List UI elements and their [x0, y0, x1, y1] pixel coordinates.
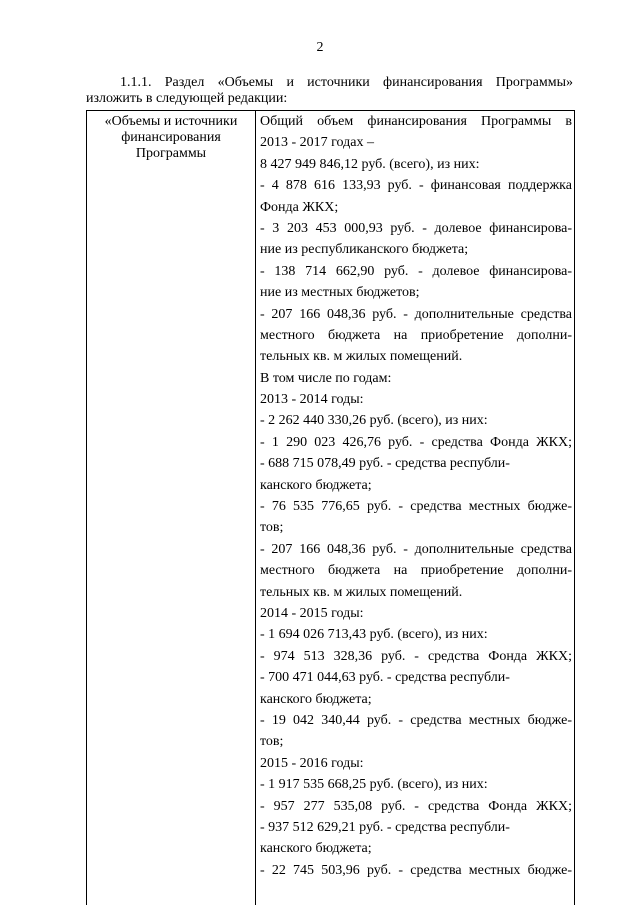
intro-line-1: 1.1.1. Раздел «Объемы и источники финансирования Программы»: [120, 75, 573, 90]
table-text-line: В том числе по годам:: [260, 370, 392, 386]
table-text-line: - 937 512 629,21 руб. - средства республи-: [260, 819, 510, 835]
table-text-line: - 138 714 662,90 руб. - долевое финансирова-: [260, 263, 572, 279]
table-text-line: Фонда ЖКХ;: [260, 199, 339, 215]
left-cell-line: Программы: [135, 146, 207, 161]
table-text-line: ние из республиканского бюджета;: [260, 242, 469, 258]
table-text-line: канского бюджета;: [260, 841, 372, 857]
table-text-line: - 207 166 048,36 руб. - дополнительные средства: [260, 541, 572, 557]
table-text-line: - 957 277 535,08 руб. - средства Фонда ЖКХ;: [260, 798, 572, 814]
table-text-line: 2013 - 2014 годы:: [260, 392, 364, 408]
table-text-line: канского бюджета;: [260, 477, 372, 493]
table-text-line: - 4 878 616 133,93 руб. - финансовая поддержка: [260, 178, 572, 194]
table-text-line: канского бюджета;: [260, 691, 372, 707]
table-right-cell: [260, 111, 572, 881]
table-text-line: - 1 917 535 668,25 руб. (всего), из них:: [260, 777, 488, 793]
table-text-line: - 19 042 340,44 руб. - средства местных бюдже-: [260, 712, 572, 728]
table-text-line: местного бюджета на приобретение дополни-: [260, 327, 572, 343]
table-text-line: тельных кв. м жилых помещений.: [260, 349, 463, 365]
table-text-line: тов;: [260, 734, 284, 750]
table-text-line: 2013 - 2017 годах –: [260, 135, 374, 151]
table-text-line: 2014 - 2015 годы:: [260, 605, 364, 621]
table-text-line: - 2 262 440 330,26 руб. (всего), из них:: [260, 413, 488, 429]
table-text-line: - 974 513 328,36 руб. - средства Фонда ЖКХ;: [260, 648, 572, 664]
table-text-line: - 22 745 503,96 руб. - средства местных бюдже-: [260, 862, 572, 878]
column-divider: [255, 111, 256, 905]
table-text-line: тов;: [260, 520, 284, 536]
table-text-line: - 76 535 776,65 руб. - средства местных бюдже-: [260, 499, 572, 515]
table-text-line: - 207 166 048,36 руб. - дополнительные средства: [260, 306, 572, 322]
table-text-line: ние из местных бюджетов;: [260, 285, 420, 301]
page-number: 2: [316, 40, 324, 55]
table-text-line: - 1 694 026 713,43 руб. (всего), из них:: [260, 627, 488, 643]
table-text-line: - 688 715 078,49 руб. - средства республи-: [260, 456, 510, 472]
table-text-line: 2015 - 2016 годы:: [260, 755, 364, 771]
table-left-cell: [87, 114, 255, 162]
left-cell-line: финансирования: [121, 130, 221, 145]
intro-line-2: изложить в следующей редакции:: [86, 91, 288, 106]
intro-paragraph: [86, 75, 573, 107]
table-text-line: местного бюджета на приобретение дополни-: [260, 563, 572, 579]
table-text-line: Общий объем финансирования Программы в: [260, 114, 572, 129]
table-text-line: - 1 290 023 426,76 руб. - средства Фонда ЖКХ;: [260, 434, 572, 450]
left-cell-line: «Объемы и источники: [104, 114, 238, 129]
table-text-line: - 3 203 453 000,93 руб. - долевое финансирова-: [260, 220, 572, 236]
table-text-line: 8 427 949 846,12 руб. (всего), из них:: [260, 156, 480, 172]
table-text-line: - 700 471 044,63 руб. - средства республи-: [260, 670, 510, 686]
table-text-line: тельных кв. м жилых помещений.: [260, 584, 463, 600]
financing-table: [86, 110, 575, 905]
